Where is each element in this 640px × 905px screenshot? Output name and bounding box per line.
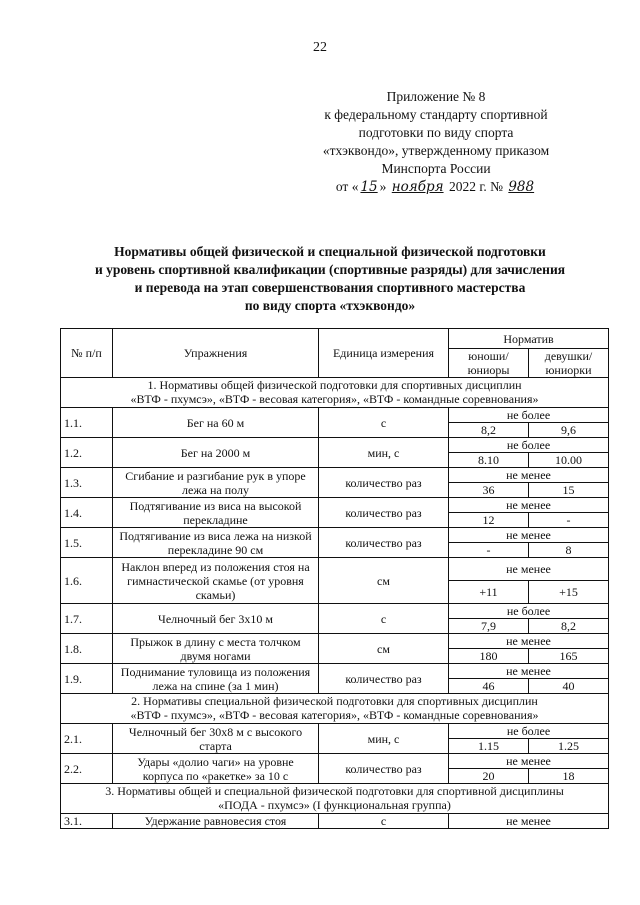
value-boys: 20 [449,769,529,784]
table-row [61,664,609,679]
row-unit: с [319,604,449,634]
date-mid: » [379,179,387,194]
table-row [61,604,609,619]
header-unit: Единица измерения [319,329,449,378]
table-row [61,754,609,769]
document-title [60,243,600,315]
value-girls: 15 [529,483,609,498]
value-boys: 8.10 [449,453,529,468]
value-boys: 7,9 [449,619,529,634]
header-girls: девушки/ юниорки [529,349,609,378]
row-exercise: Наклон вперед из положения стоя на гимнастической скамье (от уровня скамьи) [113,558,319,604]
row-condition: не менее [449,558,609,581]
row-number: 1.5. [61,528,113,558]
row-unit: см [319,634,449,664]
row-unit: с [319,408,449,438]
page-number: 22 [313,40,327,55]
row-number: 2.1. [61,724,113,754]
section-row [61,784,609,814]
appendix-line: Минспорта России [381,161,491,176]
date-month: ноября [391,179,444,195]
value-boys: 12 [449,513,529,528]
row-exercise: Сгибание и разгибание рук в упоре лежа на полу [113,468,319,498]
row-unit: мин, с [319,438,449,468]
section-row [61,378,609,408]
title-line: и перевода на этап совершенствования спортивного мастерства [134,280,526,295]
table-row [61,468,609,483]
row-unit: количество раз [319,498,449,528]
standards-table [60,328,609,829]
row-exercise: Поднимание туловища из положения лежа на спине (за 1 мин) [113,664,319,694]
table-row [61,498,609,513]
value-boys: 36 [449,483,529,498]
appendix-block [286,88,586,196]
row-number: 1.9. [61,664,113,694]
row-unit: количество раз [319,664,449,694]
title-line: и уровень спортивной квалификации (спортивные разряды) для зачисления [94,262,566,277]
value-girls: - [529,513,609,528]
title-line: Нормативы общей физической и специальной физической подготовки [114,244,546,259]
row-number: 1.1. [61,408,113,438]
row-exercise: Бег на 60 м [113,408,319,438]
row-number: 1.3. [61,468,113,498]
row-exercise: Подтягивание из виса лежа на низкой перекладине 90 см [113,528,319,558]
row-condition: не более [449,724,609,739]
row-exercise: Подтягивание из виса на высокой перекладине [113,498,319,528]
value-girls: 18 [529,769,609,784]
row-unit: мин, с [319,724,449,754]
value-boys: +11 [449,581,529,604]
date-day: 15 [360,179,378,195]
table-row [61,814,609,829]
row-exercise: Удары «долио чаги» на уровне корпуса по «ракетке» за 10 с [113,754,319,784]
row-number: 1.4. [61,498,113,528]
table-row [61,438,609,453]
section-line: «ПОДА - пхумсэ» (I функциональная группа) [218,797,451,812]
section-line: «ВТФ - пхумсэ», «ВТФ - весовая категория», «ВТФ - командные соревнования» [130,391,539,406]
value-boys: 8,2 [449,423,529,438]
appendix-date [286,178,586,196]
section-title [61,784,609,814]
value-girls: 8 [529,543,609,558]
table-row [61,528,609,543]
section-title [61,694,609,724]
section-line: «ВТФ - пхумсэ», «ВТФ - весовая категория», «ВТФ - командные соревнования» [130,707,539,722]
value-girls: 165 [529,649,609,664]
table-row [61,558,609,581]
row-unit: с [319,814,449,829]
value-girls: 10.00 [529,453,609,468]
row-number: 1.7. [61,604,113,634]
row-exercise: Челночный бег 30х8 м с высокого старта [113,724,319,754]
value-girls: +15 [529,581,609,604]
value-boys: - [449,543,529,558]
section-title [61,378,609,408]
row-number: 1.8. [61,634,113,664]
value-boys: 180 [449,649,529,664]
appendix-line: Приложение № 8 [386,89,486,104]
appendix-line: «тхэквондо», утвержденному приказом [322,143,550,158]
value-girls: 8,2 [529,619,609,634]
header-norm: Норматив [449,329,609,349]
value-boys: 1.15 [449,739,529,754]
row-condition: не более [449,604,609,619]
value-girls: 40 [529,679,609,694]
order-number: 988 [508,179,535,195]
row-unit: количество раз [319,468,449,498]
row-exercise: Удержание равновесия стоя [113,814,319,829]
value-girls: 1.25 [529,739,609,754]
row-number: 3.1. [61,814,113,829]
row-unit: см [319,558,449,604]
row-condition: не более [449,438,609,453]
date-year: 2022 г. № [448,179,503,194]
section-row [61,694,609,724]
appendix-line: подготовки по виду спорта [358,125,514,140]
row-condition: не менее [449,814,609,829]
row-condition: не менее [449,498,609,513]
row-condition: не менее [449,634,609,649]
header-num: № п/п [61,329,113,378]
table-row [61,408,609,423]
row-number: 1.6. [61,558,113,604]
row-exercise: Бег на 2000 м [113,438,319,468]
value-girls: 9,6 [529,423,609,438]
section-line: 1. Нормативы общей физической подготовки для спортивных дисциплин [147,378,522,392]
row-condition: не более [449,408,609,423]
row-condition: не менее [449,754,609,769]
row-exercise: Челночный бег 3х10 м [113,604,319,634]
title-line: по виду спорта «тхэквондо» [244,298,416,313]
table-row [61,724,609,739]
row-exercise: Прыжок в длину с места толчком двумя ногами [113,634,319,664]
row-number: 2.2. [61,754,113,784]
row-condition: не менее [449,528,609,543]
date-prefix: от « [335,179,359,194]
header-exercise: Упражнения [113,329,319,378]
row-condition: не менее [449,468,609,483]
section-line: 2. Нормативы специальной физической подготовки для спортивных дисциплин [131,694,538,708]
row-number: 1.2. [61,438,113,468]
row-condition: не менее [449,664,609,679]
table-row [61,634,609,649]
value-boys: 46 [449,679,529,694]
appendix-line: к федеральному стандарту спортивной [324,107,548,122]
section-line: 3. Нормативы общей и специальной физической подготовки для спортивной дисциплины [105,784,564,798]
row-unit: количество раз [319,528,449,558]
row-unit: количество раз [319,754,449,784]
header-boys: юноши/ юниоры [449,349,529,378]
